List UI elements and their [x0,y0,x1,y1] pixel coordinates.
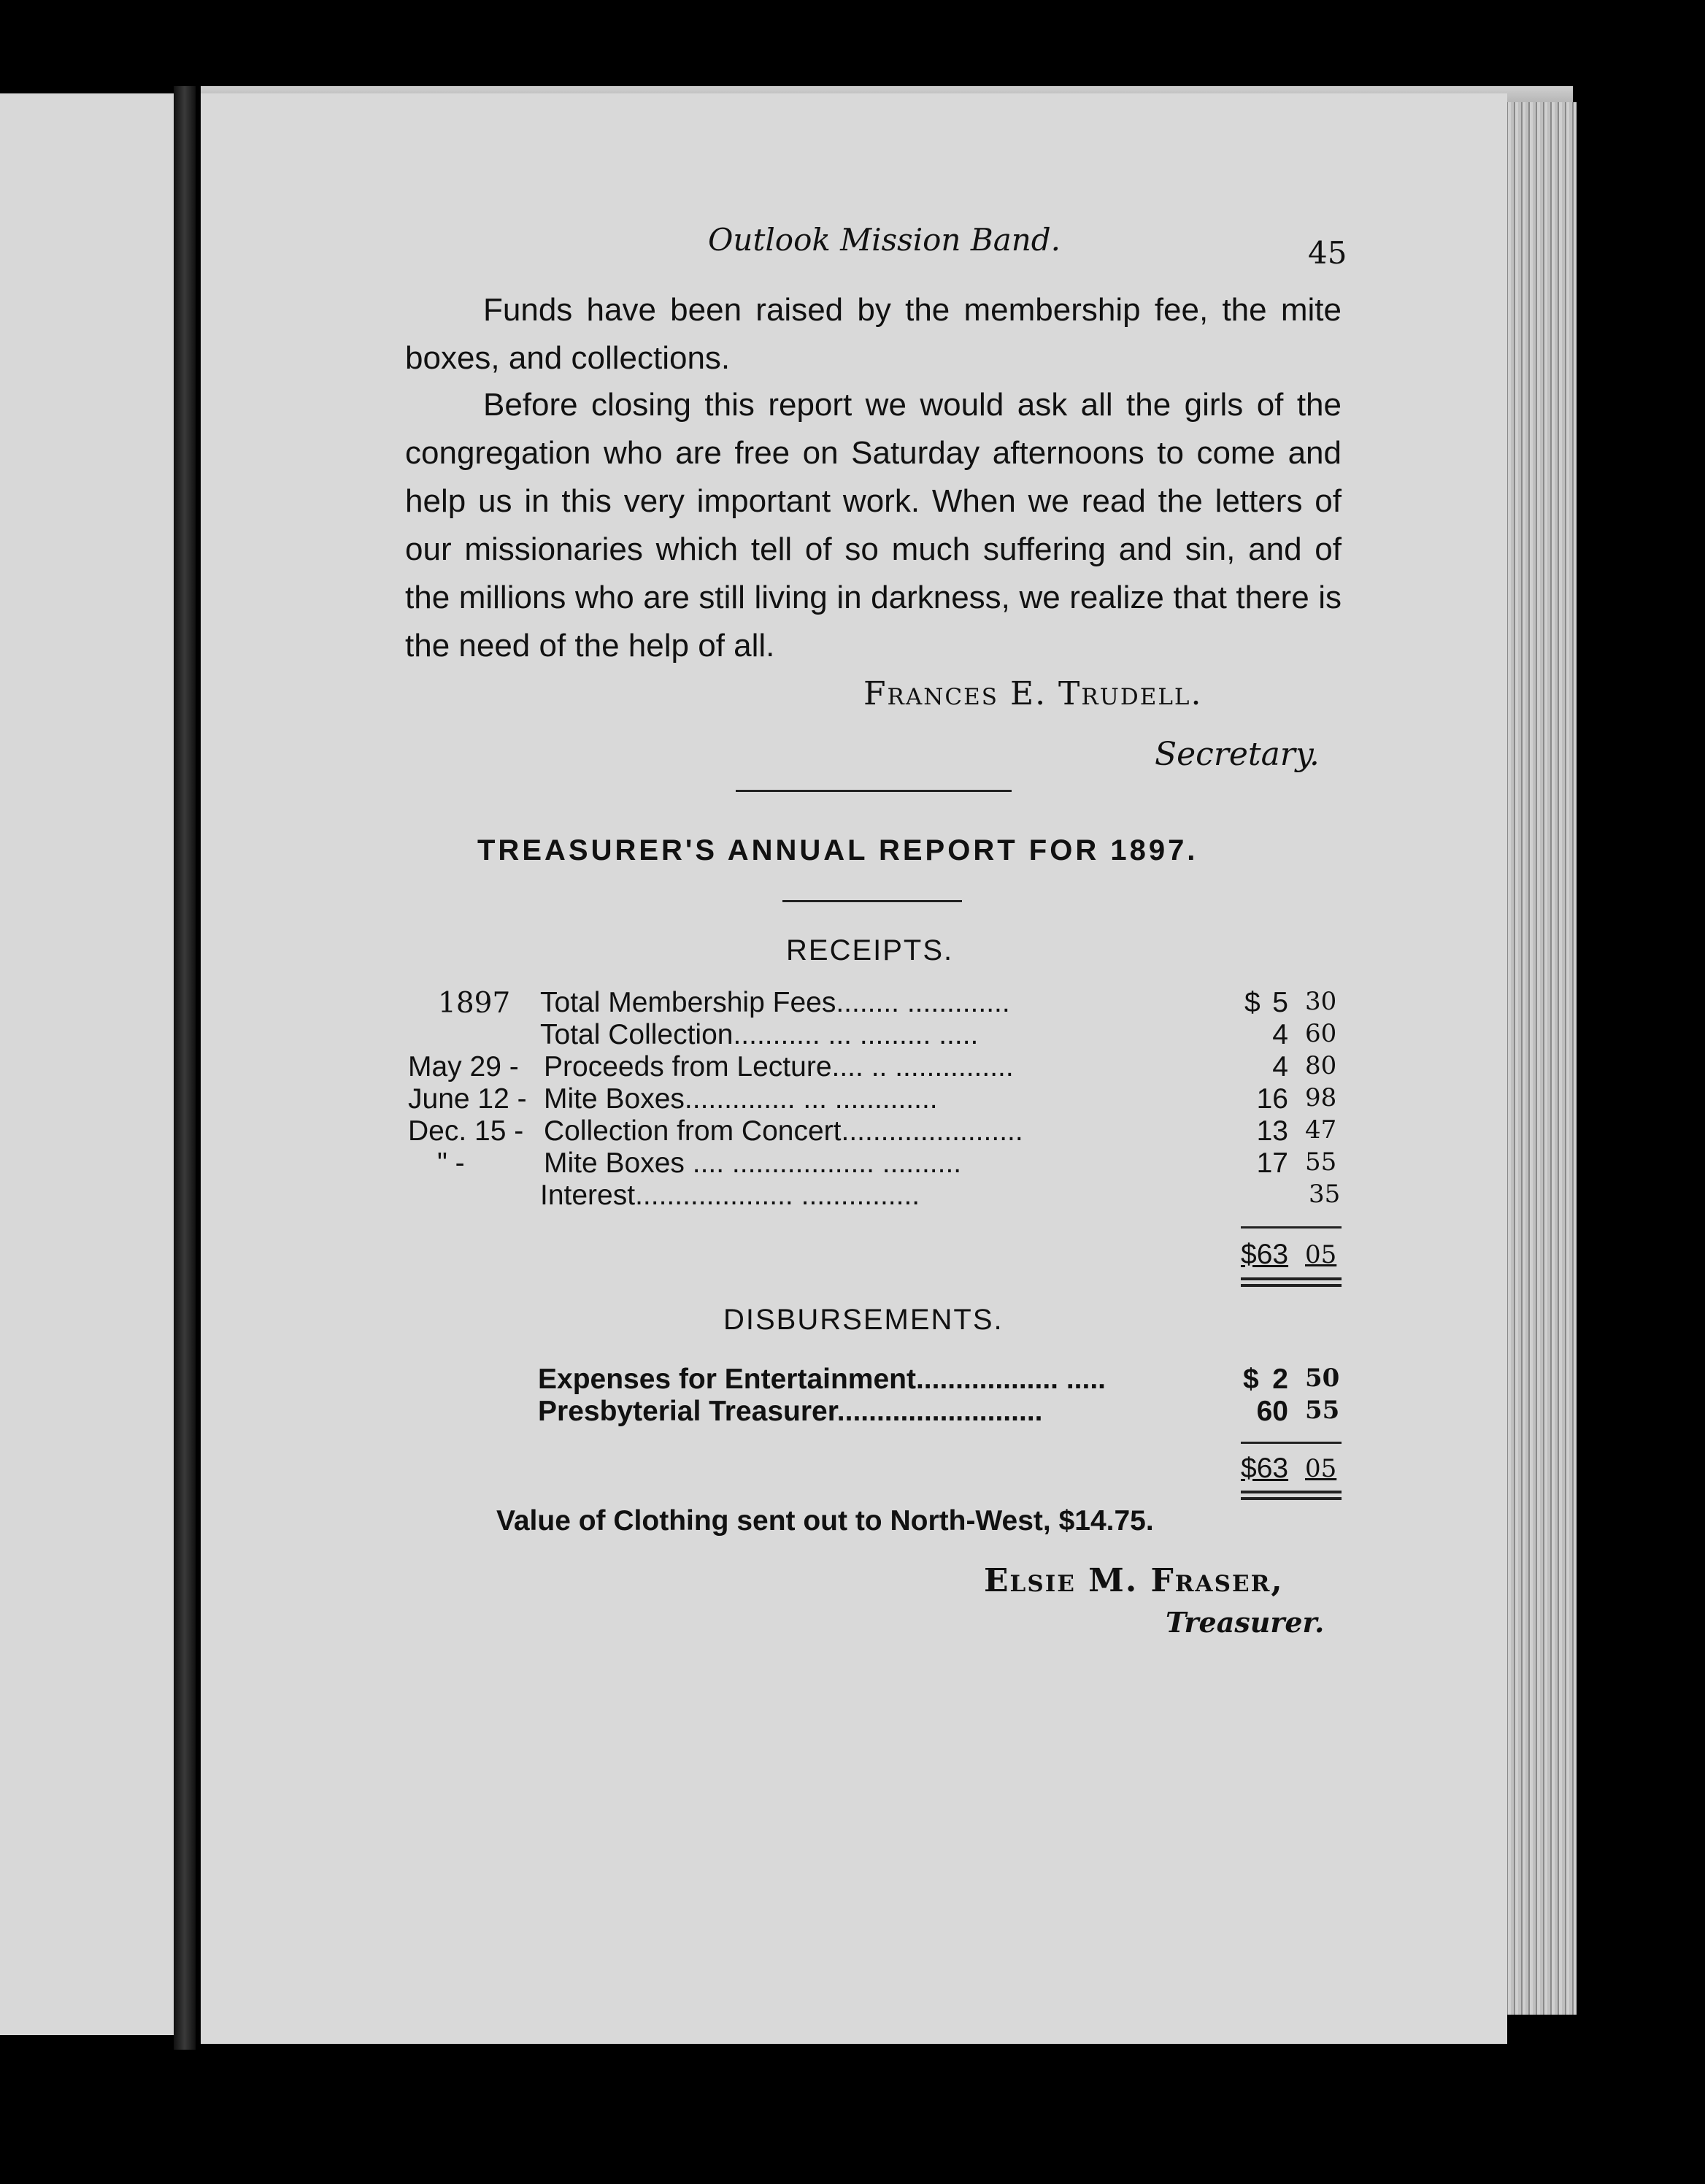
double-rule-bottom [1241,1284,1342,1287]
paragraph-closing: Before closing this report we would ask all the girls of the congregation who are free on Saturday afternoons to come and help us in this very important work. When we read the letters of our missionaries which tell of so much suffering and sin, and of the millions who are still living in darkness, we realize that there is the need of the help of all. [405,387,1342,664]
row-date: June 12 - [408,1083,527,1115]
row-cents: 50 [1305,1364,1340,1393]
ledger-row [405,1051,1347,1083]
running-title: Outlook Mission Band. [708,222,1061,258]
subtotal-rule [1241,1226,1342,1228]
total-cents: 05 [1305,1454,1337,1483]
total-dollars: $63 [1241,1453,1289,1484]
row-cents: 60 [1305,1019,1337,1048]
row-description: Presbyterial Treasurer.......................... [538,1396,1043,1427]
clothing-note: Value of Clothing sent out to North-West, $14.75. [496,1505,1154,1537]
row-description: Interest.................... ............... [540,1180,920,1211]
row-description: Expenses for Entertainment.................. ..... [538,1364,1106,1395]
ledger-row [405,1396,1347,1428]
total-cents: 05 [1305,1240,1337,1269]
double-rule-top [1241,1491,1342,1493]
ledger-row [405,1019,1347,1051]
receipts-total [1241,1239,1343,1274]
row-description: Collection from Concert....................... [544,1115,1023,1147]
row-cents: 80 [1305,1051,1337,1080]
book-spine [174,86,196,2050]
row-cents: 30 [1305,987,1337,1016]
ledger-row [405,1083,1347,1115]
disbursements-total [1241,1453,1343,1488]
row-dollars: 17 [1256,1147,1288,1179]
row-date: May 29 - [408,1051,519,1083]
row-description: Mite Boxes.............. ... ............. [544,1083,938,1115]
disbursements-ledger [405,1364,1347,1429]
ledger-row [405,1115,1347,1147]
secretary-role: Secretary. [1155,736,1320,773]
subtotal-rule [1241,1442,1342,1444]
row-dollars: 13 [1256,1115,1288,1147]
dollar-sign: $ [1244,987,1261,1018]
divider-rule [736,790,1012,792]
receipts-heading: RECEIPTS. [786,934,954,966]
row-dollars: 60 [1256,1396,1288,1427]
row-description: Total Collection........... ... ......... ..... [540,1019,979,1050]
page-number: 45 [1308,235,1347,271]
report-title: TREASURER'S ANNUAL REPORT FOR 1897. [477,834,1198,866]
ledger-row [405,1364,1347,1396]
row-cents: 98 [1305,1083,1337,1112]
row-date: 1897 [438,987,511,1020]
row-dollars: 2 [1272,1364,1288,1395]
row-dollars: 4 [1272,1019,1288,1050]
double-rule-top [1241,1277,1342,1280]
row-cents: 35 [1309,1180,1341,1209]
row-cents: 47 [1305,1115,1337,1145]
ledger-row [405,1147,1347,1180]
row-cents: 55 [1305,1147,1337,1177]
facing-page [0,93,174,2035]
ledger-row [405,987,1347,1019]
secretary-name: Frances E. Trudell. [863,675,1203,712]
ledger-row [405,1180,1347,1212]
row-dollars: 16 [1256,1083,1288,1115]
dollar-sign: $ [1243,1364,1259,1395]
paragraph-funds: Funds have been raised by the membership fee, the mite boxes, and collections. [405,292,1342,376]
double-rule-bottom [1241,1497,1342,1500]
row-description: Total Membership Fees........ ............. [540,987,1010,1018]
divider-rule-short [782,900,962,902]
row-description: Proceeds from Lecture.... .. ............... [544,1051,1014,1083]
row-date: " - [437,1147,465,1179]
row-cents: 55 [1305,1396,1340,1425]
receipts-ledger [405,987,1347,1250]
disbursements-heading: DISBURSEMENTS. [723,1304,1004,1336]
treasurer-role: Treasurer. [1166,1606,1325,1639]
total-dollars: $63 [1241,1239,1289,1270]
row-date: Dec. 15 - [408,1115,524,1147]
treasurer-name: Elsie M. Fraser, [984,1562,1284,1599]
row-dollars: 4 [1272,1051,1288,1083]
row-dollars: 5 [1272,987,1288,1018]
row-description: Mite Boxes .... .................. .......... [544,1147,962,1179]
